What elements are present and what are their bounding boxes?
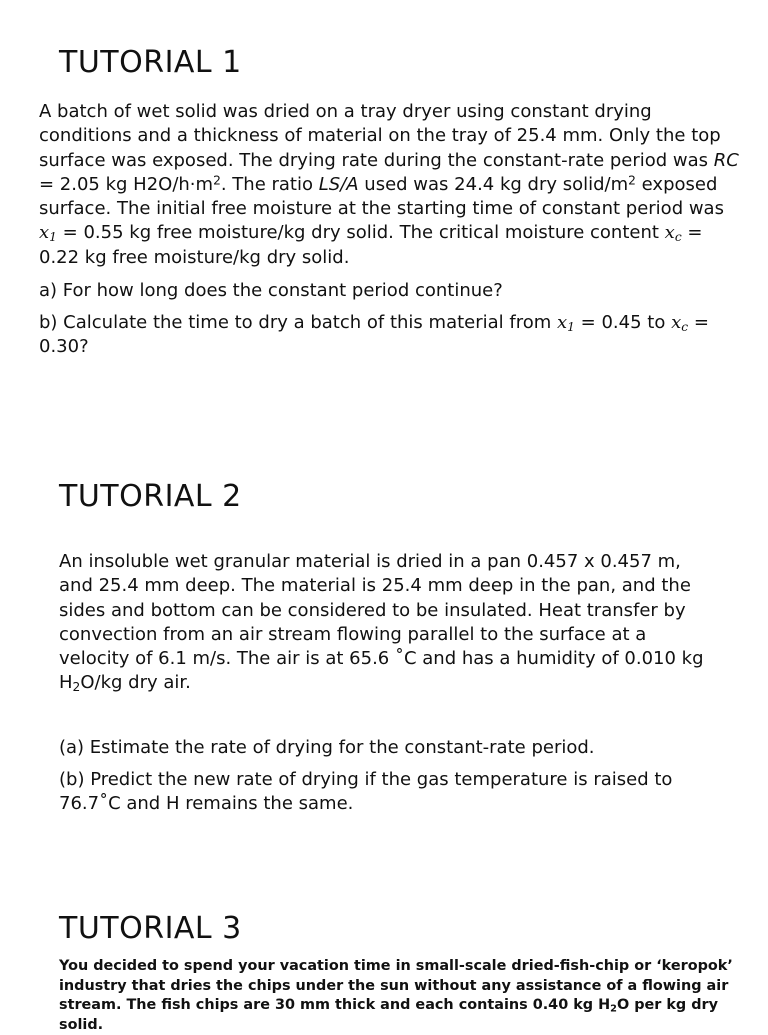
tutorial-3-title: TUTORIAL 3 xyxy=(59,911,242,946)
tutorial-1-question-b: b) Calculate the time to dry a batch of this material from $x_1 = 0.45$ to $x_c = 0.30$? xyxy=(39,312,709,358)
tutorial-1-title: TUTORIAL 1 xyxy=(59,45,242,80)
tutorial-2-title: TUTORIAL 2 xyxy=(59,479,242,514)
tutorial-2-question-a: (a) Estimate the rate of drying for the constant-rate period. xyxy=(59,737,595,758)
tutorial-2-question-b: (b) Predict the new rate of drying if the gas temperature is raised to 76.7˚C and H remains the same. xyxy=(59,769,673,815)
tutorial-3-problem-text: You decided to spend your vacation time in small-scale dried-fish-chip or ‘keropok’ industry that dries the chips under the sun without any assistance of a flowing air stream. The fish chips are 30 mm thick and each contains 0.40 kg $H_2O$ per kg dry solid. xyxy=(59,958,733,1033)
tutorial-2-problem-text: An insoluble wet granular material is dried in a pan 0.457 x 0.457 m, and 25.4 mm deep. The material is 25.4 mm deep in the pan, and the sides and bottom can be considered to be insulated. Heat transfer by convection from an air stream flowing parallel to the surface at a velocity of 6.1 m/s. The air is at 65.6 ˚C and has a humidity of 0.010 kg $H_2O/kg$ dry air. xyxy=(59,551,704,695)
tutorial-1-problem-text: A batch of wet solid was dried on a tray dryer using constant drying conditions and a thickness of material on the tray of 25.4 mm. Only the top surface was exposed. The drying rate during the constant-rate period was RC = 2.05 kg $H2O/h\cdot m^2$. The ratio LS/A used was 24.4 kg dry solid/$m^2$ exposed surface. The initial free moisture at the starting time of constant period was $x_1 = 0.55$ kg free moisture/kg dry solid. The critical moisture content $x_c = 0.22$ kg free moisture/kg dry solid. xyxy=(39,101,739,268)
tutorial-1-question-a: a) For how long does the constant period continue? xyxy=(39,280,503,301)
